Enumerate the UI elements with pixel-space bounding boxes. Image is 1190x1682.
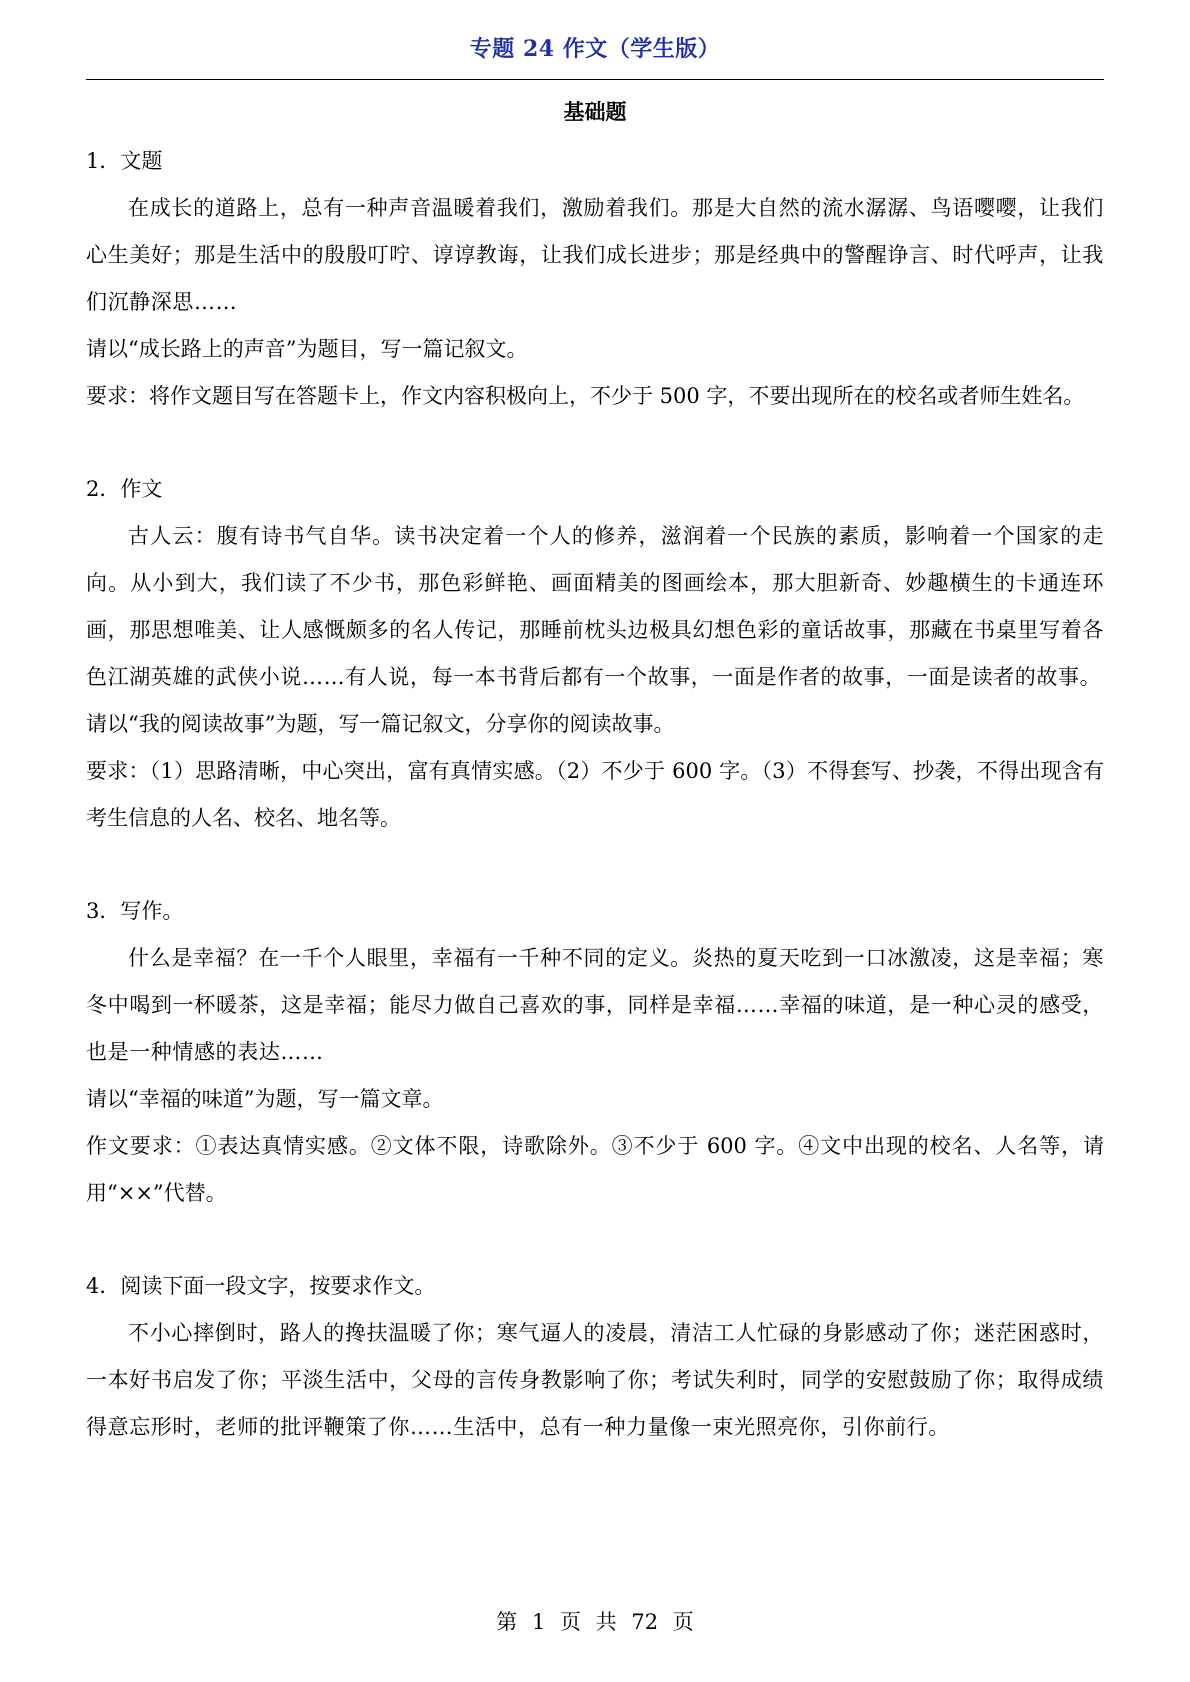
- question-material: 不小心摔倒时，路人的搀扶温暖了你；寒气逼人的凌晨，清洁工人忙碌的身影感动了你；迷茫困惑时，一本好书启发了你；平淡生活中，父母的言传身教影响了你；考试失利时，同学的安慰鼓励了你；取得成绩得意忘形时，老师的批评鞭策了你……生活中，总有一种力量像一束光照亮你，引你前行。: [86, 1321, 1104, 1439]
- section-title: 基础题: [563, 99, 627, 124]
- question-prompt: 请以“我的阅读故事”为题，写一篇记叙文，分享你的阅读故事。: [86, 712, 675, 736]
- question-prompt: 请以“幸福的味道”为题，写一篇文章。: [86, 1087, 444, 1111]
- question-heading: 2．作文: [86, 477, 163, 501]
- spacer: [86, 420, 1104, 466]
- question-3: [86, 888, 1104, 1217]
- spacer: [86, 1217, 1104, 1263]
- page-footer-number: 第 1 页 共 72 页: [496, 1610, 694, 1634]
- questions-content: [86, 138, 1104, 1451]
- question-requirement: 要求：（1）思路清晰，中心突出，富有真情实感。（2）不少于 600 字。（3）不得套写、抄袭，不得出现含有考生信息的人名、校名、地名等。: [86, 759, 1104, 830]
- question-material: 什么是幸福？在一千个人眼里，幸福有一千种不同的定义。炎热的夏天吃到一口冰激凌，这是幸福；寒冬中喝到一杯暖茶，这是幸福；能尽力做自己喜欢的事，同样是幸福……幸福的味道，是一种心灵的感受，也是一种情感的表达……: [86, 946, 1104, 1064]
- question-material: 古人云：腹有诗书气自华。读书决定着一个人的修养，滋润着一个民族的素质，影响着一个国家的走向。从小到大，我们读了不少书，那色彩鲜艳、画面精美的图画绘本，那大胆新奇、妙趣横生的卡通连环画，那思想唯美、让人感慨颇多的名人传记，那睡前枕头边极具幻想色彩的童话故事，那藏在书桌里写着各色江湖英雄的武侠小说……有人说，每一本书背后都有一个故事，一面是作者的故事，一面是读者的故事。: [86, 524, 1104, 689]
- question-requirement: 作文要求：①表达真情实感。②文体不限，诗歌除外。③不少于 600 字。④文中出现的校名、人名等，请用“××”代替。: [86, 1134, 1104, 1205]
- question-1: [86, 138, 1104, 420]
- header-divider: [86, 79, 1104, 80]
- question-2: [86, 466, 1104, 842]
- spacer: [86, 842, 1104, 888]
- question-heading: 3．写作。: [86, 899, 184, 923]
- question-requirement: 要求：将作文题目写在答题卡上，作文内容积极向上，不少于 500 字，不要出现所在的校名或者师生姓名。: [86, 384, 1085, 408]
- page-header-title: 专题 24 作文（学生版）: [469, 36, 721, 62]
- question-4: [86, 1263, 1104, 1451]
- question-prompt: 请以“成长路上的声音”为题目，写一篇记叙文。: [86, 337, 528, 361]
- question-heading: 1．文题: [86, 149, 163, 173]
- question-material: 在成长的道路上，总有一种声音温暖着我们，激励着我们。那是大自然的流水潺潺、鸟语嘤嘤，让我们心生美好；那是生活中的殷殷叮咛、谆谆教诲，让我们成长进步；那是经典中的警醒诤言、时代呼声，让我们沉静深思……: [86, 196, 1104, 314]
- question-heading: 4．阅读下面一段文字，按要求作文。: [86, 1274, 436, 1298]
